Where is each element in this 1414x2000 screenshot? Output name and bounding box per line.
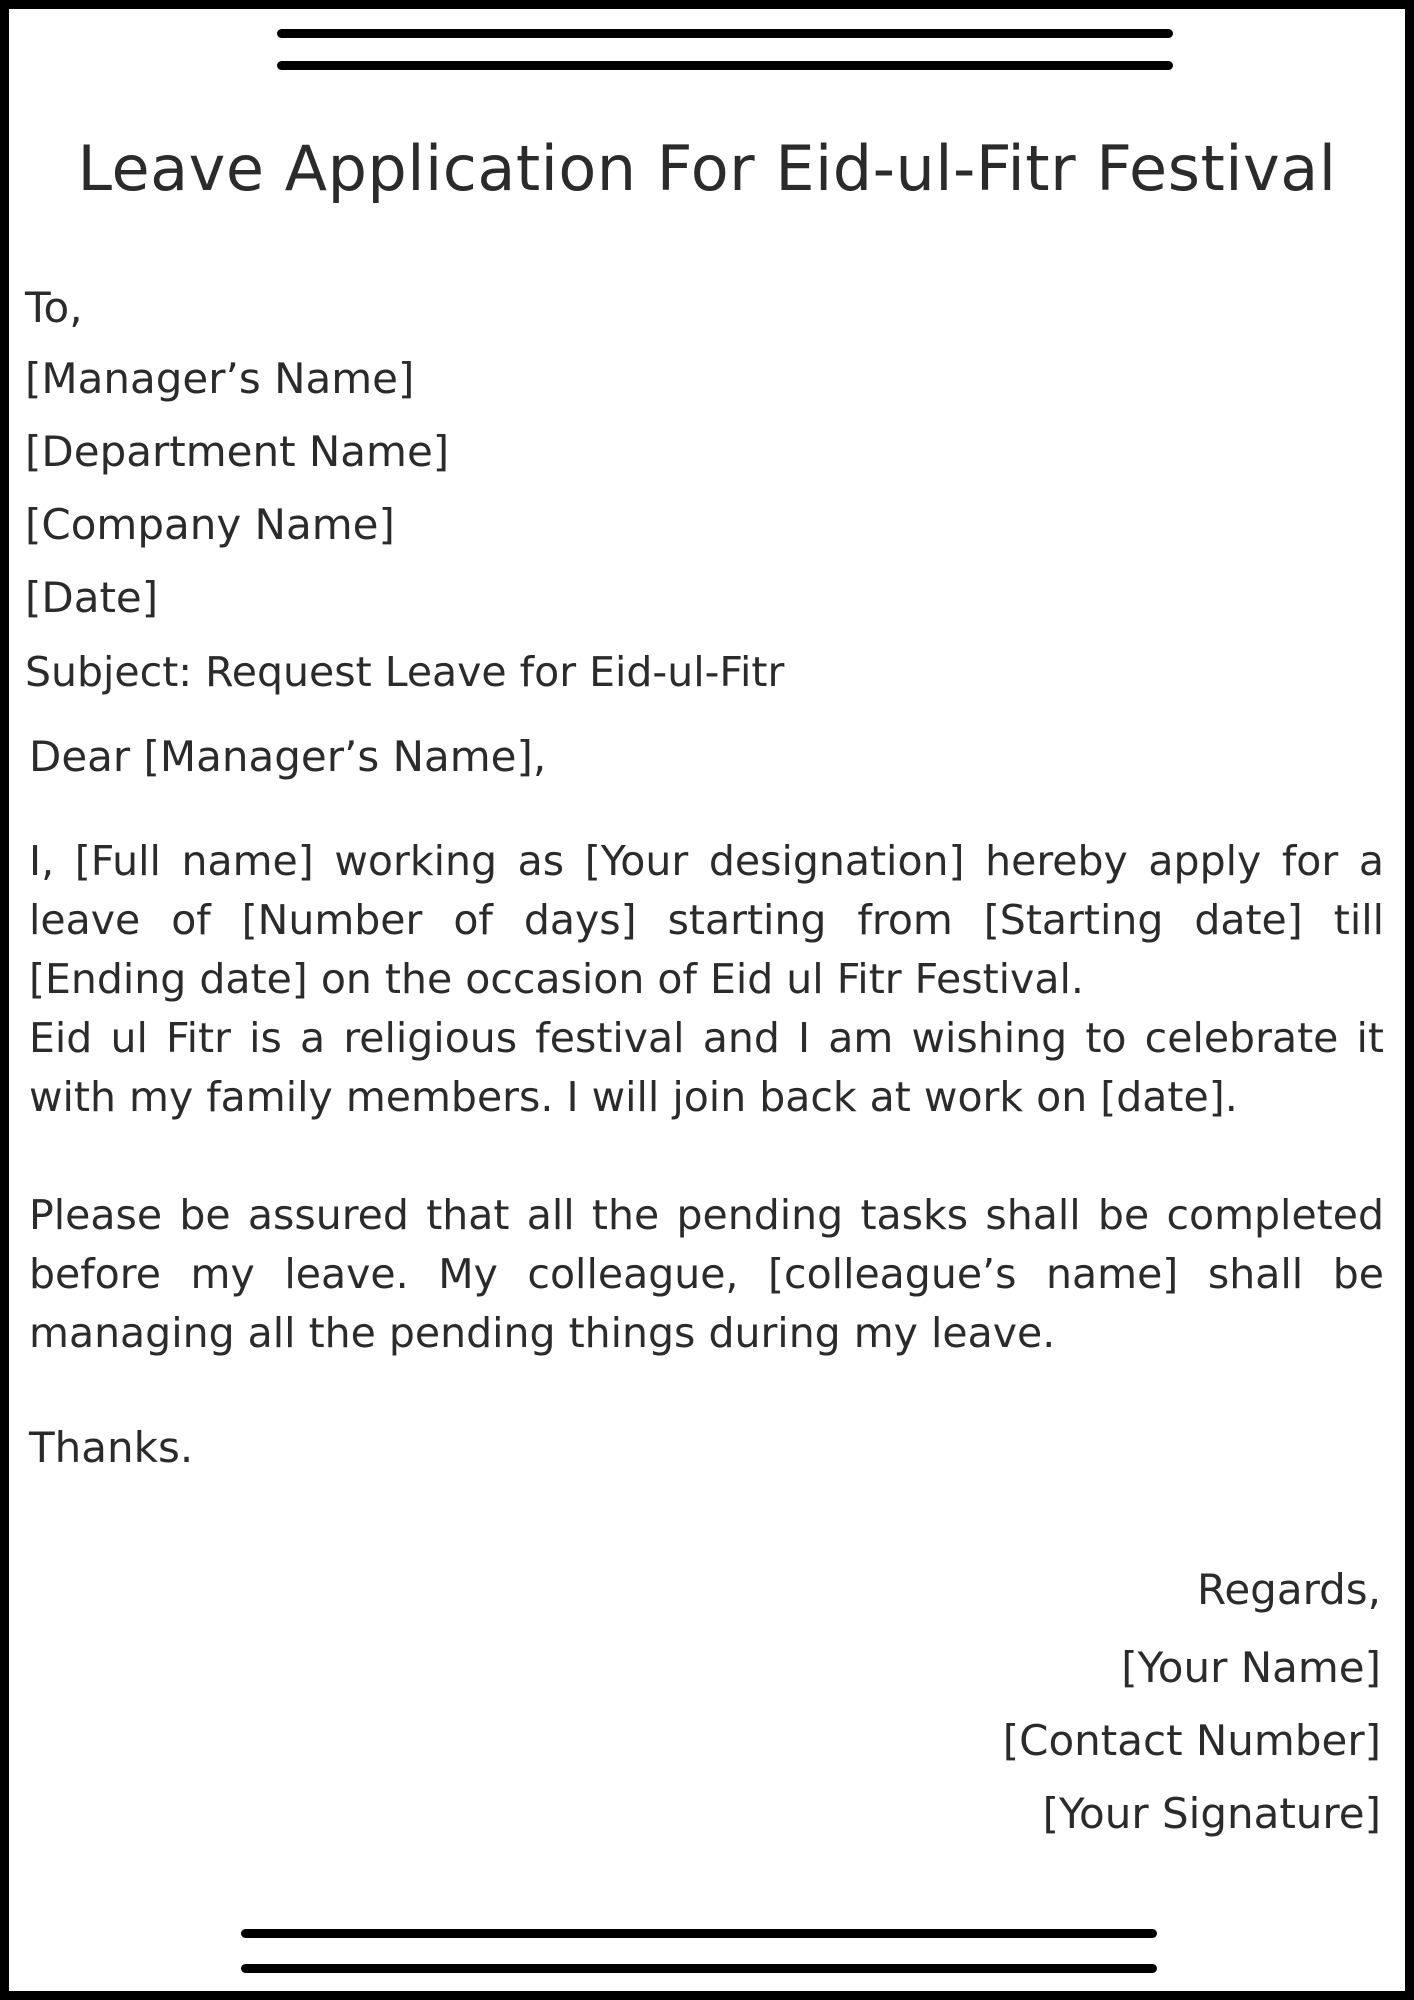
- recipient-company-name: [Company Name]: [25, 500, 395, 549]
- recipient-department-name: [Department Name]: [25, 427, 450, 476]
- bottom-rule-lower: [241, 1964, 1157, 1973]
- signature-regards: Regards,: [1197, 1565, 1381, 1614]
- signature-contact-number: [Contact Number]: [1002, 1716, 1381, 1765]
- salutation: Dear [Manager’s Name],: [29, 732, 547, 781]
- body-paragraph-1: I, [Full name] working as [Your designation] hereby apply for a leave of [Number of days] starting from [Starting date] till [Ending date] on the occasion of Eid ul Fitr Festival.: [29, 837, 1384, 1003]
- recipient-date: [Date]: [25, 573, 159, 622]
- top-rule-lower: [277, 61, 1173, 70]
- body-paragraph-3: Please be assured that all the pending tasks shall be completed before my leave. My colleague, [colleague’s name] shall be managing all the pending things during my leave.: [29, 1191, 1384, 1357]
- recipient-to: To,: [25, 283, 83, 332]
- recipient-manager-name: [Manager’s Name]: [25, 354, 415, 403]
- signature-your-name: [Your Name]: [1121, 1643, 1381, 1692]
- subject-line: Subject: Request Leave for Eid-ul-Fitr: [25, 648, 785, 696]
- signature-your-signature: [Your Signature]: [1042, 1789, 1381, 1838]
- body-paragraph-2: Eid ul Fitr is a religious festival and I am wishing to celebrate it with my family members. I will join back at work on [date].: [29, 1014, 1384, 1121]
- closing-thanks: Thanks.: [29, 1423, 194, 1472]
- top-rule-upper: [277, 29, 1173, 38]
- document-title: Leave Application For Eid-ul-Fitr Festival: [77, 131, 1337, 205]
- bottom-rule-upper: [241, 1929, 1157, 1938]
